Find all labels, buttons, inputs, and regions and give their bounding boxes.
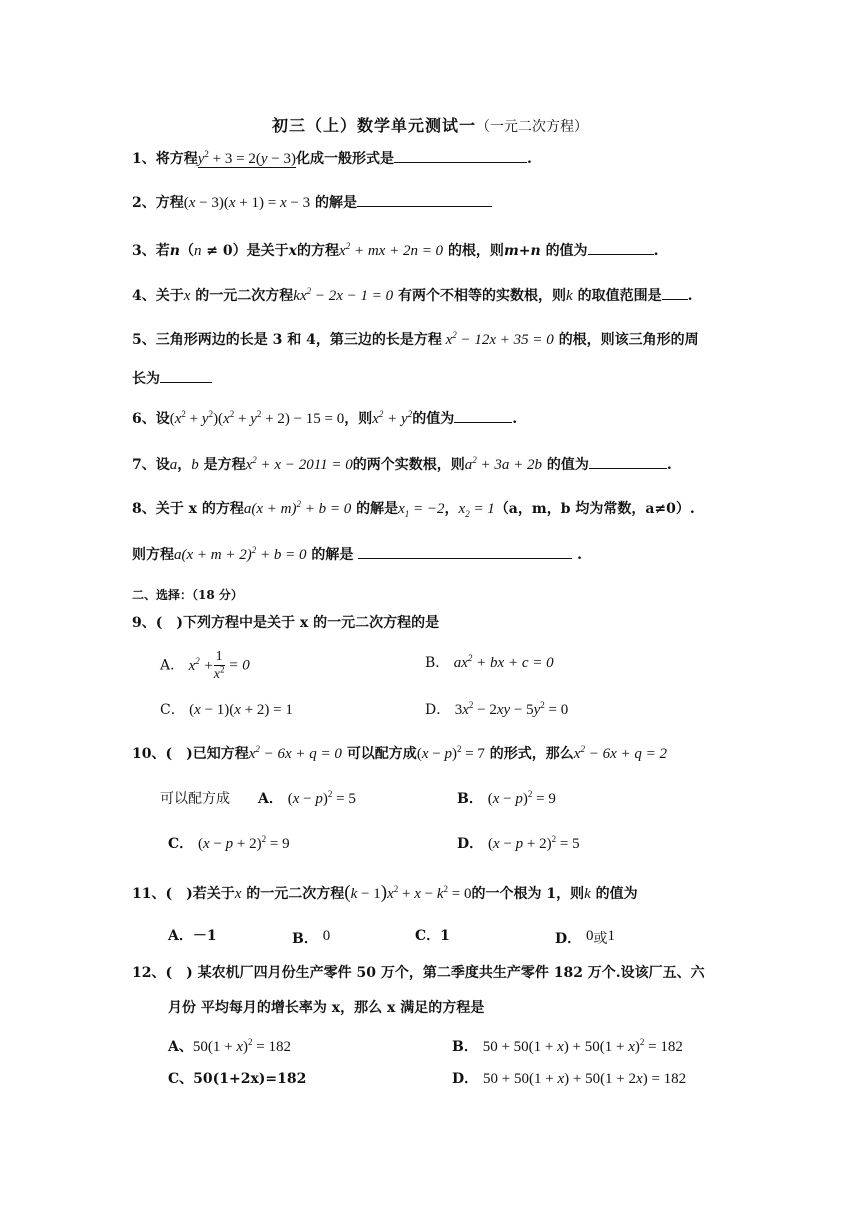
answer-blank[interactable]	[160, 368, 212, 383]
question-8: 8、关于 x 的方程$a(x + m)^2 + b = 0$ 的解是$x_1 = -2$，$x_2 = 1(a$，m，b 均为常数，a≠0）.	[132, 499, 695, 519]
option-12b[interactable]: B． $50 + 50(1 + x) + 50(1 + x)^2 = 182$	[452, 1037, 683, 1055]
answer-blank[interactable]	[357, 192, 492, 207]
answer-blank[interactable]	[589, 454, 667, 469]
option-10a[interactable]: A． $(x - p)^2 = 5$	[258, 789, 356, 807]
question-12-cont: 月份 平均每月的增长率为 x，那么 x 满足的方程是	[168, 1000, 485, 1016]
question-12: 12、( ) 某农机厂四月份生产零件 50 万个，第二季度共生产零件 182 万个.设该厂五、六	[132, 965, 705, 981]
equation: (x − 3)(x + 1) = x − 3	[183, 195, 311, 211]
option-10d[interactable]: D． $(x - p + 2)^2 = 5$	[457, 834, 580, 852]
question-1: 1、将方程$y^2 + 3 = 2(y - 3)$化成一般形式是 .	[132, 149, 532, 167]
question-8-cont: 则方程$a(x + m + 2)^2 + b = 0$ 的解是 .	[132, 545, 582, 563]
equation: $kx^2 - 2x - 1 = 0$	[293, 286, 394, 304]
section-heading: 二、选择：（18 分）	[132, 588, 243, 602]
equation: $x^2$ + mx + 2n = 0	[339, 241, 444, 259]
title-sub: （一元二次方程）	[476, 119, 588, 135]
question-6: 6、设$(x^2 + y^2)(x^2 + y^2 + 2) - 15 = 0$，则$x^2 + y^2$的值为 .	[132, 409, 518, 427]
equation: $y^2 + 3 = 2(y - 3)$	[197, 149, 296, 167]
option-11b[interactable]: B． 0	[292, 928, 331, 947]
answer-blank[interactable]	[454, 408, 512, 423]
option-10b[interactable]: B． $(x - p)^2 = 9$	[457, 789, 556, 807]
option-12d[interactable]: D． 50 + 50(1 + x) + 50(1 + 2x) = 182	[452, 1071, 687, 1087]
question-5: 5、三角形两边的长是 3 和 4，第三边的长是方程 $x^2 - 12x + 35 = 0$ 的根，则该三角形的周	[132, 330, 699, 348]
option-9d[interactable]: D． $3x^2 - 2xy - 5y^2 = 0$	[425, 700, 569, 718]
equation: $x^2 - 12x + 35 = 0$	[441, 330, 554, 348]
equation: $a(x + m)^2 + b = 0$	[243, 499, 352, 517]
answer-blank[interactable]	[358, 544, 572, 559]
option-9c[interactable]: C． (x − 1)(x + 2) = 1	[160, 702, 293, 718]
option-10c[interactable]: C． $(x - p + 2)^2 = 9$	[168, 834, 290, 852]
option-9b[interactable]: B． $ax^2$ + bx + c = 0	[425, 653, 554, 671]
question-2: 2、方程(x − 3)(x + 1) = x − 3 的解是	[132, 192, 492, 213]
question-11: 11、( )若关于x 的一元二次方程$(k - 1)x^2 + x - k^2 = 0$的一个根为 1，则k 的值为	[132, 882, 638, 903]
answer-blank[interactable]	[588, 240, 654, 255]
option-11c[interactable]: C．1	[415, 928, 450, 944]
question-4: 4、关于x 的一元二次方程$kx^2 - 2x - 1 = 0$ 有两个不相等的实数根，则k 的取值范围是 .	[132, 286, 693, 304]
equation: $(x^2 + y^2)(x^2 + y^2 + 2) - 15 = 0$	[169, 409, 345, 427]
title-main: 初三（上）数学单元测试一	[271, 116, 476, 135]
option-11d[interactable]: D． 0或1	[555, 928, 616, 947]
question-7: 7、设a，b 是方程$x^2 + x - 2011 = 0$的两个实数根，则$a^2 + 3a + 2b$ 的值为 .	[132, 455, 672, 473]
question-3: 3、若n（n ≠ 0）是关于x的方程$x^2$ + mx + 2n = 0 的根，则m+n 的值为 .	[132, 241, 659, 259]
answer-blank[interactable]	[662, 285, 688, 300]
equation: $a(x + m + 2)^2 + b = 0$	[174, 545, 307, 563]
option-12c[interactable]: C、50(1+2x)=182	[168, 1071, 307, 1087]
option-9a[interactable]: A． $x^2$ + $\frac{1}{x^2}$ = 0	[160, 649, 250, 682]
equation: $x^2 + x - 2011 = 0$	[245, 455, 353, 473]
question-10-cont: 可以配方成	[160, 791, 230, 807]
answer-blank[interactable]	[394, 148, 527, 163]
option-12a[interactable]: A、$50(1 + x)^2 = 182$	[168, 1037, 291, 1055]
question-10: 10、( )已知方程$x^2 - 6x + q = 0$ 可以配方成$(x - p)^2 = 7$ 的形式，那么$x^2 - 6x + q = 2$	[132, 744, 667, 762]
option-11a[interactable]: A．－1	[168, 928, 217, 944]
question-9: 9、( )下列方程中是关于 x 的一元二次方程的是	[132, 615, 440, 631]
page-title	[0, 113, 860, 136]
question-5-cont: 长为	[132, 368, 212, 389]
